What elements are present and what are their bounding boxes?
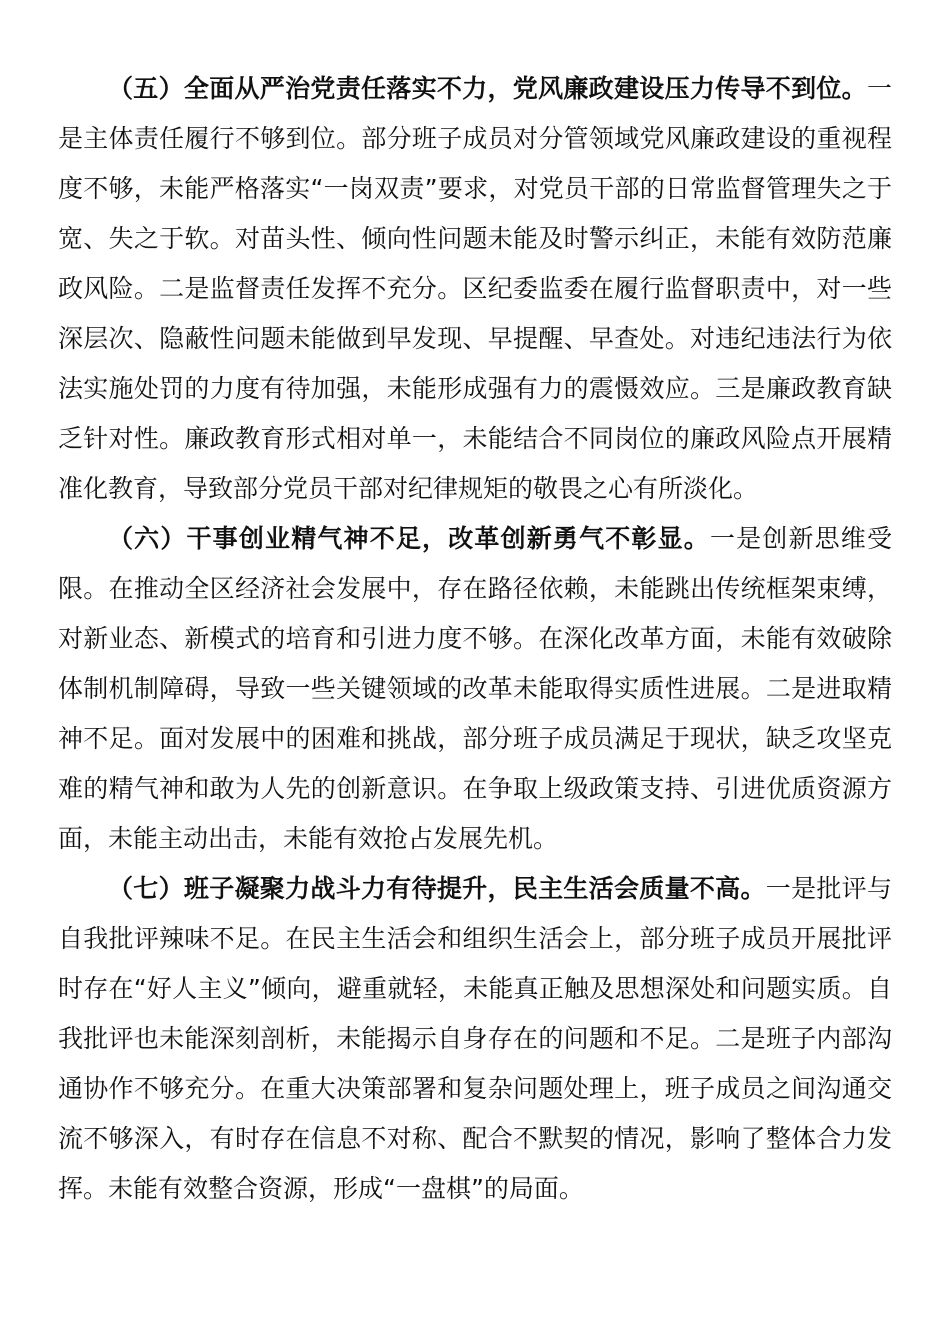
section-six xyxy=(58,514,892,864)
section-five xyxy=(58,64,892,514)
document-page xyxy=(58,64,892,1214)
section-body: 一是主体责任履行不够到位。部分班子成员对分管领域党风廉政建设的重视程度不够，未能严格落实“一岗双责”要求，对党员干部的日常监督管理失之于宽、失之于软。对苗头性、倾向性问题未能及时警示纠正，未能有效防范廉政风险。二是监督责任发挥不充分。区纪委监委在履行监督职责中，对一些深层次、隐蔽性问题未能做到早发现、早提醒、早查处。对违纪违法行为依法实施处罚的力度有待加强，未能形成强有力的震慑效应。三是廉政教育缺乏针对性。廉政教育形式相对单一，未能结合不同岗位的廉政风险点开展精准化教育，导致部分党员干部对纪律规矩的敬畏之心有所淡化。 xyxy=(58,74,892,503)
section-heading: （七）班子凝聚力战斗力有待提升，民主生活会质量不高。 xyxy=(108,874,766,903)
section-heading: （六）干事创业精气神不足，改革创新勇气不彰显。 xyxy=(108,524,710,553)
section-body: 一是创新思维受限。在推动全区经济社会发展中，存在路径依赖，未能跳出传统框架束缚，对新业态、新模式的培育和引进力度不够。在深化改革方面，未能有效破除体制机制障碍，导致一些关键领域的改革未能取得实质性进展。二是进取精神不足。面对发展中的困难和挑战，部分班子成员满足于现状，缺乏攻坚克难的精气神和敢为人先的创新意识。在争取上级政策支持、引进优质资源方面，未能主动出击，未能有效抢占发展先机。 xyxy=(58,524,892,853)
section-heading: （五）全面从严治党责任落实不力，党风廉政建设压力传导不到位。 xyxy=(108,74,867,103)
section-body: 一是批评与自我批评辣味不足。在民主生活会和组织生活会上，部分班子成员开展批评时存在“好人主义”倾向，避重就轻，未能真正触及思想深处和问题实质。自我批评也未能深刻剖析，未能揭示自身存在的问题和不足。二是班子内部沟通协作不够充分。在重大决策部署和复杂问题处理上，班子成员之间沟通交流不够深入，有时存在信息不对称、配合不默契的情况，影响了整体合力发挥。未能有效整合资源，形成“一盘棋”的局面。 xyxy=(58,874,892,1203)
section-seven xyxy=(58,864,892,1214)
